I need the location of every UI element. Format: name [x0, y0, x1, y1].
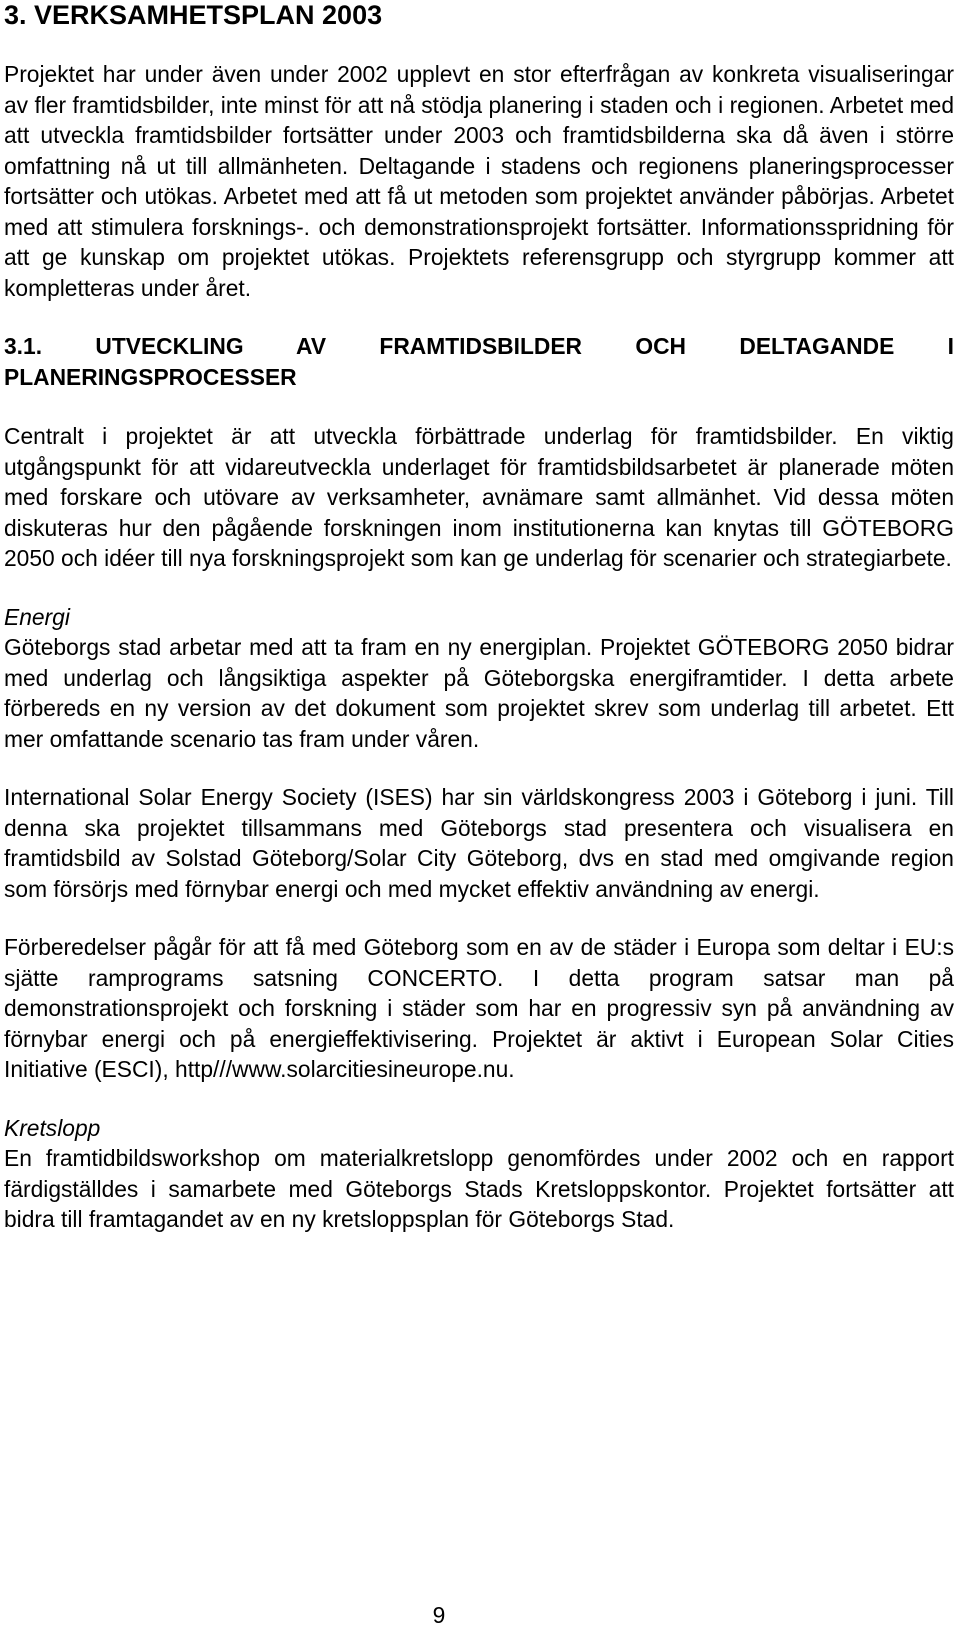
energi-paragraph-1: Göteborgs stad arbetar med att ta fram en ny energiplan. Projektet GÖTEBORG 2050 bidrar med underlag och långsiktiga aspekter på Göteborgska energiframtider. I detta arbete förbereds en ny version av det dokument som projektet skrev som underlag till arbetet. Ett mer omfattande scenario tas fram under våren.: [4, 634, 954, 752]
document-page: [4, 0, 954, 1235]
energi-paragraph-2: International Solar Energy Society (ISES) har sin världskongress 2003 i Göteborg i juni. Till denna ska projektet tillsammans med Göteborgs stad presentera och visualisera en framtidsbild av Solstad Göteborg/Solar City Göteborg, dvs en stad med omgivande region som försörjs med förnybar energi och med mycket effektiv användning av energi.: [4, 784, 954, 902]
kretslopp-subheading: Kretslopp: [4, 1114, 101, 1141]
section-paragraph: Centralt i projektet är att utveckla förbättrade underlag för framtidsbilder. En viktig utgångspunkt för att vidareutveckla underlaget för framtidsbildsarbetet är planerade möten med forskare och utövare av verksamheter, avnämare samt allmänhet. Vid dessa möten diskuteras hur den pågående forskningen inom institutionerna kan knytas till GÖTEBORG 2050 och idéer till nya forskningsprojekt som kan ge underlag för scenarier och strategiarbete.: [4, 423, 954, 571]
kretslopp-paragraph-1: En framtidbildsworkshop om materialkretslopp genomfördes under 2002 och en rapport färdigställdes i samarbete med Göteborgs Stads Kretsloppskontor. Projektet fortsätter att bidra till framtagandet av en ny kretsloppsplan för Göteborgs Stad.: [4, 1145, 954, 1232]
chapter-heading: 3. VERKSAMHETSPLAN 2003: [4, 0, 383, 30]
page-number: 9: [432, 1602, 446, 1628]
energi-paragraph-3: Förberedelser pågår för att få med Göteborg som en av de städer i Europa som deltar i EU:s sjätte ramprograms satsning CONCERTO. I detta program satsar man på demonstrationsprojekt och forskning i städer som har en progressiv syn på användning av förnybar energi och på energieffektivisering. Projektet är aktivt i European Solar Cities Initiative (ESCI), http///www.solarcitiesineurope.nu.: [4, 934, 954, 1082]
energi-subheading: Energi: [4, 603, 70, 630]
intro-paragraph: Projektet har under även under 2002 upplevt en stor efterfrågan av konkreta visualiseringar av fler framtidsbilder, inte minst för att nå stödja planering i staden och i regionen. Arbetet med att utveckla framtidsbilder fortsätter under 2003 och framtidsbilderna ska då även i större omfattning nå ut till allmänheten. Deltagande i stadens och regionens planeringsprocesser fortsätter och utökas. Arbetet med att få ut metoden som projektet använder påbörjas. Arbetet med att stimulera forsknings-. och demonstrationsprojekt fortsätter. Informationsspridning för att ge kunskap om projektet utökas. Projektets referensgrupp och styrgrupp kommer att kompletteras under året.: [4, 61, 954, 301]
section-heading: 3.1. UTVECKLING AV FRAMTIDSBILDER OCH DELTAGANDE I PLANERINGSPROCESSER: [4, 333, 954, 390]
